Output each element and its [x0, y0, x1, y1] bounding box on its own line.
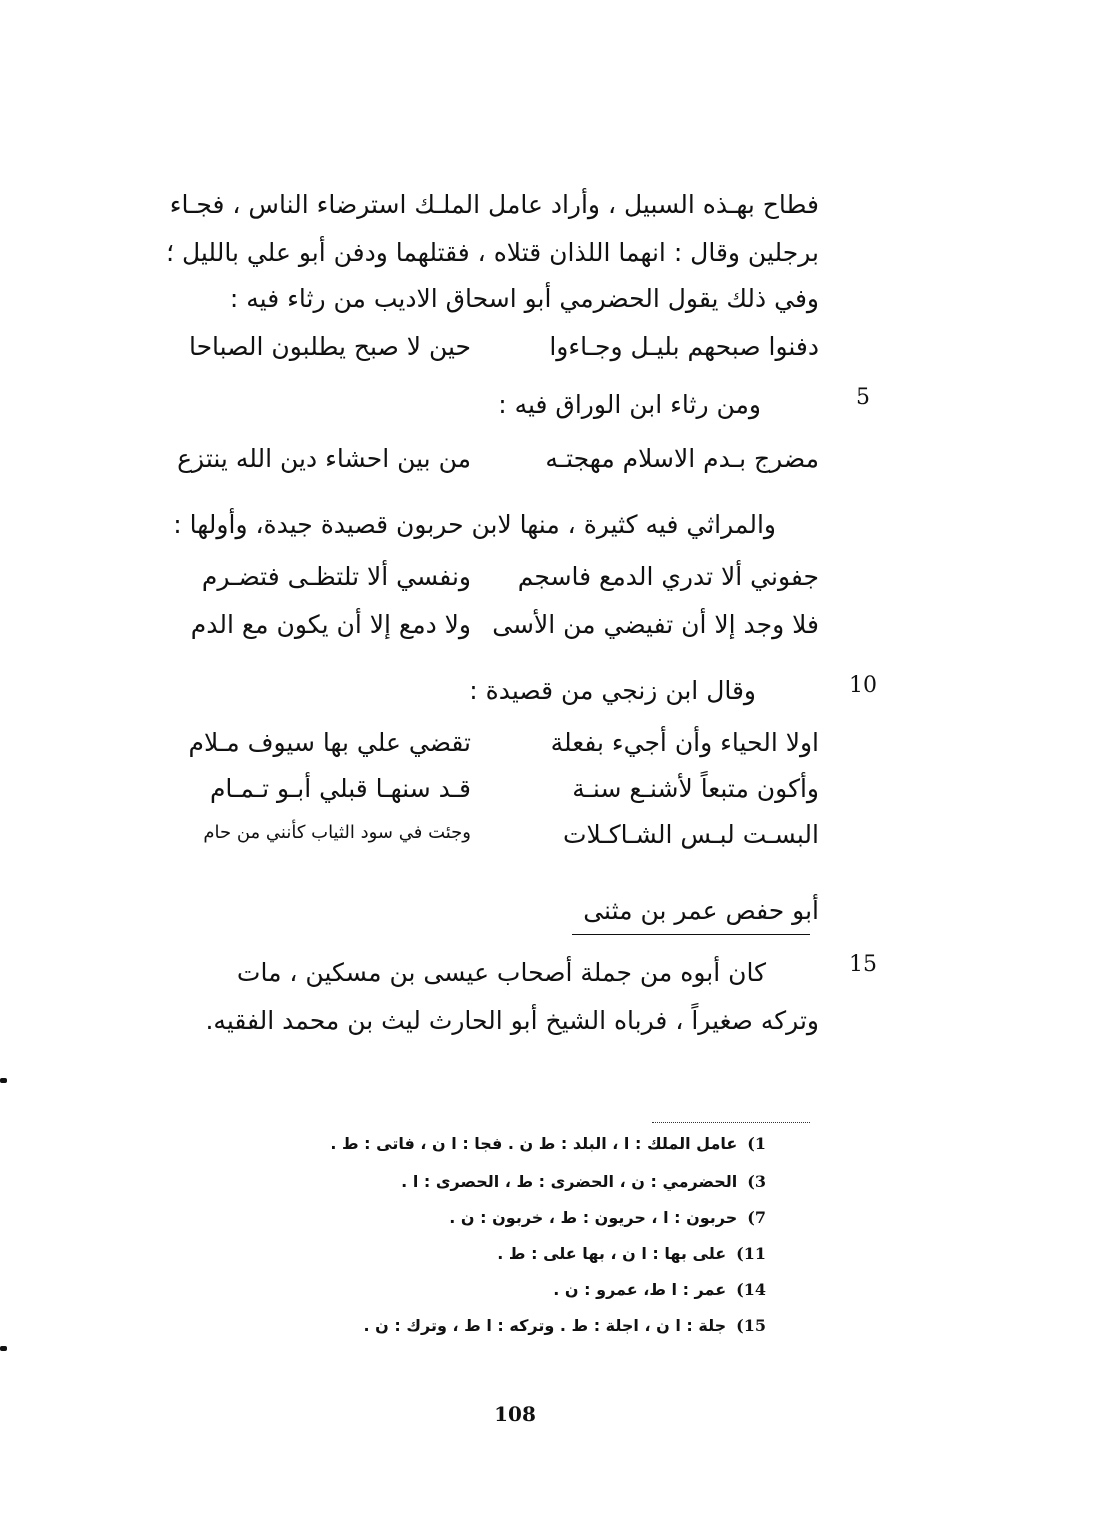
- verse-2-first-hemistich: مضرج بـدم الاسلام مهجتـه: [545, 444, 819, 473]
- body-line-2: برجلين وقال : انهما اللذان قتلاه ، فقتلهما ودفن أبو علي بالليل ؛: [166, 238, 819, 267]
- footnote: 3)الحضرمي : ن ، الحضرى : ط ، الحصرى : ا .: [401, 1172, 766, 1191]
- body-line-5: ومن رثاء ابن الوراق فيه :: [498, 390, 761, 419]
- verse-4-first-hemistich: فلا وجد إلا أن تفيضي من الأسى: [492, 610, 819, 639]
- verse-3-second-hemistich: ونفسي ألا تلتظـى فتضـرم: [201, 562, 471, 591]
- body-line-1: فطاح بهـذه السبيل ، وأراد عامل الملـك استرضاء الناس ، فجـاء: [169, 190, 819, 219]
- body-line-15: كان أبوه من جملة أصحاب عيسى بن مسكين ، مات: [236, 958, 766, 987]
- line-number-10: 10: [849, 673, 877, 698]
- verse-1-second-hemistich: حين لا صبح يطلبون الصباحا: [188, 332, 471, 361]
- line-number-5: 5: [856, 385, 870, 410]
- scan-edge-mark: [0, 1078, 7, 1083]
- body-line-16: وتركه صغيراً ، فرباه الشيخ أبو الحارث ليث بن محمد الفقيه.: [205, 1006, 819, 1035]
- body-line-7: والمراثي فيه كثيرة ، منها لابن حربون قصيدة جيدة، وأولها :: [173, 510, 776, 539]
- body-line-3: وفي ذلك يقول الحضرمي أبو اسحاق الاديب من رثاء فيه :: [229, 284, 819, 313]
- verse-6-first-hemistich: وأكون متبعاً لأشنـع سنـة: [572, 774, 819, 803]
- line-number-15: 15: [849, 952, 877, 977]
- verse-5-first-hemistich: اولا الحياء وأن أجيء بفعلة: [550, 728, 819, 757]
- verse-3-first-hemistich: جفوني ألا تدري الدمع فاسجم: [517, 562, 819, 591]
- verse-7-first-hemistich: البسـت لبـس الشـاكـلات: [562, 820, 819, 849]
- heading-underline: [572, 934, 810, 935]
- verse-6-second-hemistich: قـد سنهـا قبلي أبـو تـمـام: [209, 774, 471, 803]
- verse-2-second-hemistich: من بين احشاء دين الله ينتزع: [177, 444, 471, 473]
- verse-1-first-hemistich: دفنوا صبحهم بليـل وجـاءوا: [549, 332, 819, 361]
- page-number: 108: [494, 1402, 536, 1426]
- footnote: 15)جلة : ا ن ، اجلة : ط . وتركه : ا ط ، وترك : ن .: [363, 1316, 766, 1335]
- section-heading: أبو حفص عمر بن مثنى: [583, 896, 819, 925]
- scan-edge-mark: [0, 1346, 7, 1351]
- footnote: 14)عمر : ا ط، عمرو : ن .: [553, 1280, 766, 1299]
- verse-5-second-hemistich: تقضي علي بها سيوف مـلام: [188, 728, 471, 757]
- footnote: 1)عامل الملك : ا ، البلد : ط ن . فجا : ا ن ، فاتى : ط .: [330, 1134, 766, 1153]
- body-line-10: وقال ابن زنجي من قصيدة :: [469, 676, 756, 705]
- footnote-separator: [652, 1122, 810, 1123]
- footnote: 7)حربون : ا ، حريون : ط ، خربون : ن .: [449, 1208, 766, 1227]
- verse-7-second-hemistich: وجئت في سود الثياب كأنني من حام: [203, 822, 471, 843]
- verse-4-second-hemistich: ولا دمع إلا أن يكون مع الدم: [190, 610, 471, 639]
- footnote: 11)على بها : ا ن ، بها على : ط .: [497, 1244, 766, 1263]
